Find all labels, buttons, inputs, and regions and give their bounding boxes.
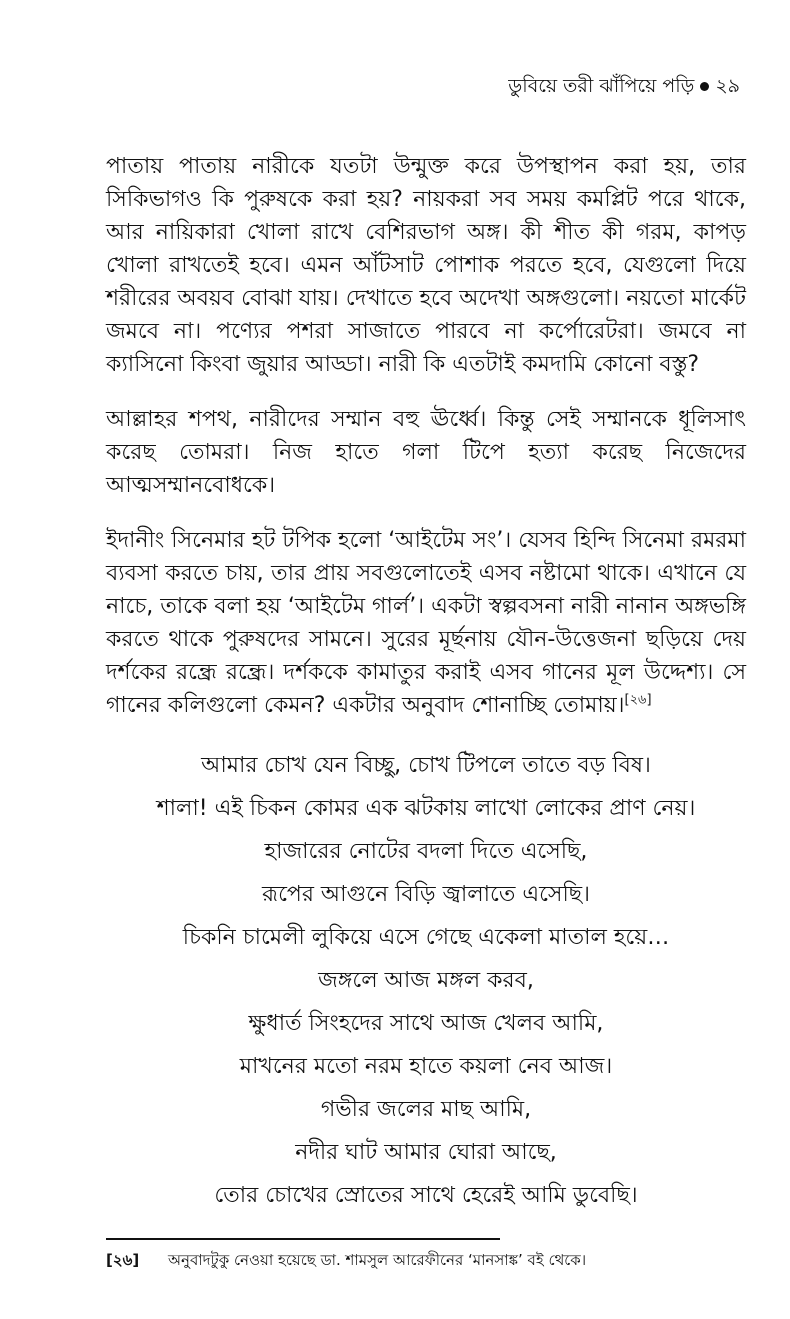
lyric-line: জঙ্গলে আজ মঙ্গল করব, xyxy=(318,968,534,993)
paragraph-3-text: ইদানীং সিনেমার হট টপিক হলো ‘আইটেম সং’। যেসব হিন্দি সিনেমা রমরমা ব্যবসা করতে চায়, তার প্রায় সবগুলোতেই এসব নষ্টামো থাকে। এখানে যে নাচে, তাকে বলা হয় ‘আইটেম গার্ল’। একটা স্বল্পবসনা নারী নানান অঙ্গভঙ্গি করতে থাকে পুরুষদের সামনে। সুরের মূর্ছনায় যৌন-উত্তেজনা ছড়িয়ে দেয় দর্শকের রন্ধ্রে রন্ধ্রে। দর্শককে কামাতুর করাই এসব গানের মূল উদ্দেশ্য। সে গানের কলিগুলো কেমন? একটার অনুবাদ শোনাচ্ছি তোমায়। xyxy=(106,528,746,718)
footnote xyxy=(106,1249,746,1274)
bullet-icon xyxy=(700,82,709,91)
paragraph-1: পাতায় পাতায় নারীকে যতটা উন্মুক্ত করে উপস্থাপন করা হয়, তার সিকিভাগও কি পুরুষকে করা হয়? নায়করা সব সময় কমপ্লিট পরে থাকে, আর নায়িকারা খোলা রাখে বেশিরভাগ অঙ্গ। কী শীত কী গরম, কাপড় খোলা রাখতেই হবে। এমন আঁটসাট পোশাক পরতে হবে, যেগুলো দিয়ে শরীরের অবয়ব বোঝা যায়। দেখাতে হবে অদেখা অঙ্গগুলো। নয়তো মার্কেট জমবে না। পণ্যের পশরা সাজাতে পারবে না কর্পোরেটরা। জমবে না ক্যাসিনো কিংবা জুয়ার আড্ডা। নারী কি এতটাই কমদামি কোনো বস্তু? xyxy=(106,154,746,377)
lyric-line: হাজারের নোটের বদলা দিতে এসেছি, xyxy=(264,839,588,864)
lyric-line: শালা! এই চিকন কোমর এক ঝটকায় লাখো লোকের প্রাণ নেয়। xyxy=(156,796,696,821)
lyric-line: আমার চোখ যেন বিচ্ছু, চোখ টিপলে তাতে বড় বিষ। xyxy=(201,753,651,778)
song-lyrics xyxy=(106,744,746,1217)
lyric-line: ক্ষুধার্ত সিংহদের সাথে আজ খেলব আমি, xyxy=(248,1011,604,1036)
lyric-line: তোর চোখের স্রোতের সাথে হেরেই আমি ডুবেছি। xyxy=(214,1183,638,1208)
footnote-text: অনুবাদটুকু নেওয়া হয়েছে ডা. শামসুল আরেফীনের ‘মানসাঙ্ক’ বই থেকে। xyxy=(168,1251,587,1269)
lyric-line: রূপের আগুনে বিড়ি জ্বালাতে এসেছি। xyxy=(262,882,590,907)
running-header xyxy=(508,72,740,104)
body-text xyxy=(106,150,746,1217)
footnote-mark: [২৬] xyxy=(106,1251,140,1269)
lyric-line: চিকনি চামেলী লুকিয়ে এসে গেছে একেলা মাতাল হয়ে… xyxy=(182,925,670,950)
page-number: ২৯ xyxy=(715,75,740,97)
lyric-line: গভীর জলের মাছ আমি, xyxy=(320,1097,532,1122)
paragraph-2: আল্লাহর শপথ, নারীদের সম্মান বহু ঊর্ধ্বে। কিন্তু সেই সম্মানকে ধূলিসাৎ করেছ তোমরা। নিজ হাতে গলা টিপে হত্যা করেছ নিজেদের আত্মসম্মানবোধকে। xyxy=(106,407,746,498)
footnote-reference[interactable]: [২৬] xyxy=(624,692,652,708)
lyric-line: মাখনের মতো নরম হাতে কয়লা নেব আজ। xyxy=(239,1054,613,1079)
lyric-line: নদীর ঘাট আমার ঘোরা আছে, xyxy=(295,1140,557,1165)
header-title: ডুবিয়ে তরী ঝাঁপিয়ে পড়ি xyxy=(508,75,695,97)
paragraph-3 xyxy=(106,524,746,722)
footnote-divider xyxy=(106,1238,500,1240)
